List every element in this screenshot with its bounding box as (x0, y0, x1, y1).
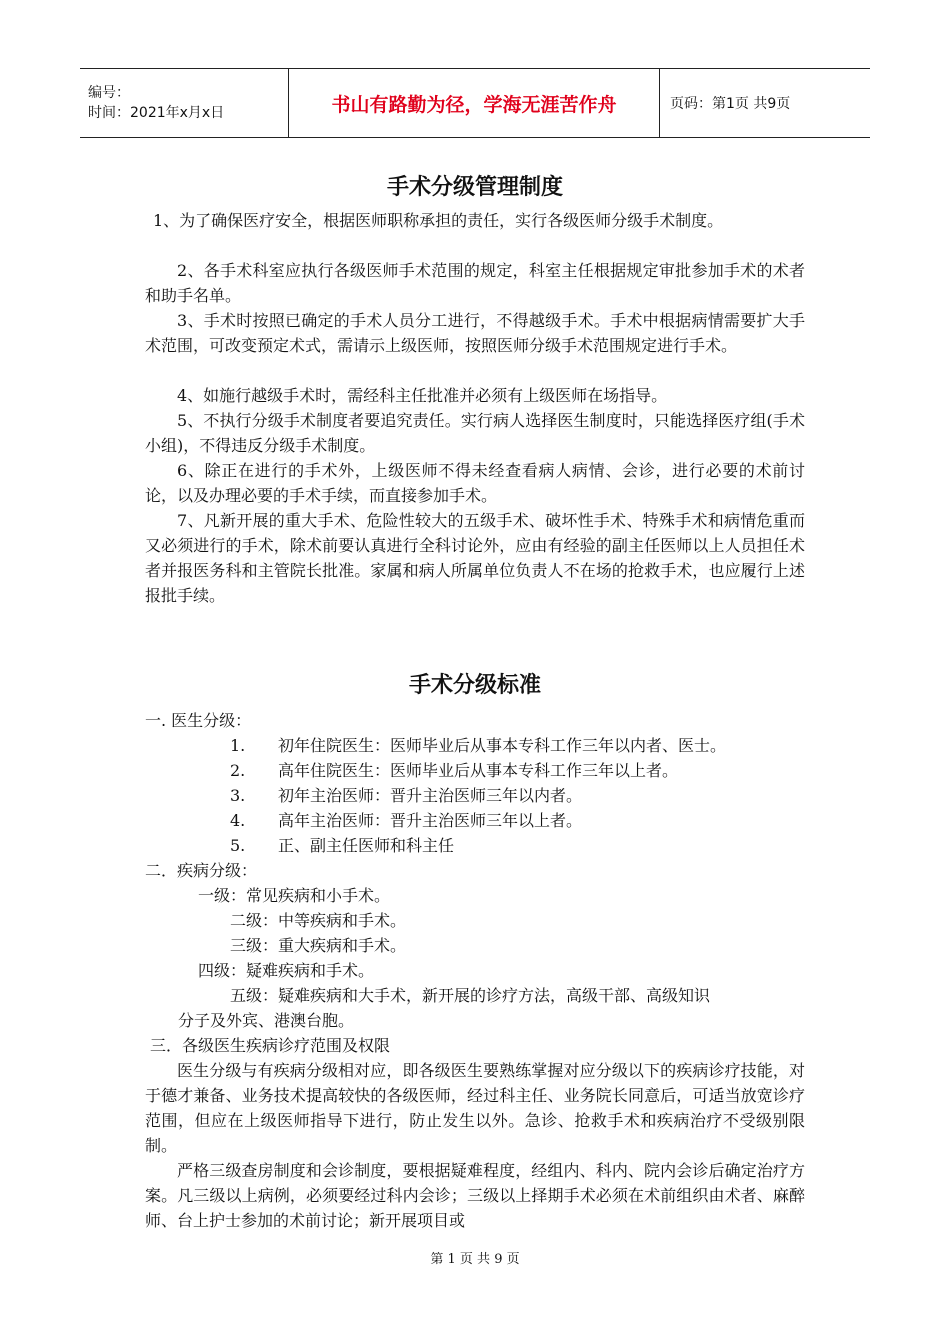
doctor-level-text: 初年主治医师：晋升主治医师三年以内者。 (278, 786, 583, 805)
document-header (80, 68, 870, 138)
disease-level-item: 一级：常见疾病和小手术。 (198, 886, 391, 905)
doctor-level-text: 高年住院医生：医师毕业后从事本专科工作三年以上者。 (278, 761, 679, 780)
s1-paragraph-6: 6、除正在进行的手术外，上级医师不得未经查看病人病情、会诊，进行必要的术前讨论，以及办理必要的手术手续，而直接参加手术。 (145, 461, 805, 505)
doctor-level-item (230, 808, 582, 833)
s1-paragraph-1: 1、为了确保医疗安全，根据医师职称承担的责任，实行各级医师分级手术制度。 (153, 211, 724, 230)
disease-level-item: 三级：重大疾病和手术。 (230, 936, 407, 955)
time-label: 时间：2021年x月x日 (88, 105, 225, 121)
doctor-level-number: 2. (230, 761, 246, 780)
page-footer: 第 1 页 共 9 页 (430, 1252, 520, 1267)
doctor-level-text: 初年住院医生：医师毕业后从事本专科工作三年以内者、医士。 (278, 736, 727, 755)
doctor-level-text: 高年主治医师：晋升主治医师三年以上者。 (278, 811, 583, 830)
s1-paragraph-5: 5、不执行分级手术制度者要追究责任。实行病人选择医生制度时，只能选择医疗组(手术小组)，不得违反分级手术制度。 (145, 411, 805, 455)
disease-level-item: 五级：疑难疾病和大手术，新开展的诊疗方法，高级干部、高级知识 (230, 986, 711, 1005)
section1-title: 手术分级管理制度 (386, 175, 563, 200)
section2-title: 手术分级标准 (408, 673, 541, 698)
doctor-level-number: 1. (230, 736, 246, 755)
s1-paragraph-3: 3、手术时按照已确定的手术人员分工进行，不得越级手术。手术中根据病情需要扩大手术范围，可改变预定术式，需请示上级医师，按照医师分级手术范围规定进行手术。 (145, 311, 805, 355)
s1-paragraph-7: 7、凡新开展的重大手术、危险性较大的五级手术、破坏性手术、特殊手术和病情危重而又必须进行的手术，除术前要认真进行全科讨论外，应由有经验的副主任医师以上人员担任术者并报医务科和主管院长批准。家属和病人所属单位负责人不在场的抢救手术，也应履行上述报批手续。 (145, 511, 805, 605)
scope-paragraph-2: 严格三级查房制度和会诊制度，要根据疑难程度，经组内、科内、院内会诊后确定治疗方案。凡三级以上病例，必须要经过科内会诊；三级以上择期手术必须在术前组织由术者、麻醉师、台上护士参加的术前讨论；新开展项目或 (145, 1161, 805, 1230)
header-info (80, 69, 289, 137)
doctor-level-number: 3. (230, 786, 246, 805)
disease-level-item: 四级：疑难疾病和手术。 (198, 961, 375, 980)
doctor-level-item (230, 783, 582, 808)
doctor-level-item (230, 758, 678, 783)
s1-paragraph-2: 2、各手术科室应执行各级医师手术范围的规定，科室主任根据规定审批参加手术的术者和助手名单。 (145, 261, 805, 305)
disease-level-item: 二级：中等疾病和手术。 (230, 911, 407, 930)
header-page-code: 页码：第1页 共9页 (670, 96, 791, 112)
s1-paragraph-4: 4、如施行越级手术时，需经科主任批准并必须有上级医师在场指导。 (177, 386, 668, 405)
doctor-level-number: 4. (230, 811, 246, 830)
doctor-level-item (230, 833, 454, 858)
header-motto: 书山有路勤为径，学海无涯苦作舟 (289, 69, 660, 137)
scope-paragraph-1: 医生分级与有疾病分级相对应，即各级医生要熟练掌握对应分级以下的疾病诊疗技能，对于德才兼备、业务技术提高较快的各级医师，经过科主任、业务院长同意后，可适当放宽诊疗范围，但应在上级医师指导下进行，防止发生以外。急诊、抢救手术和疾病治疗不受级别限制。 (145, 1061, 805, 1155)
number-label: 编号： (88, 85, 130, 101)
disease-level-heading: 二．疾病分级： (145, 861, 258, 880)
scope-heading: 三．各级医生疾病诊疗范围及权限 (150, 1036, 391, 1055)
doctor-level-text: 正、副主任医师和科主任 (278, 836, 455, 855)
doctor-level-number: 5. (230, 836, 246, 855)
doctor-level-item (230, 733, 726, 758)
doctor-level-heading: 一. 医生分级： (145, 711, 252, 730)
disease-level-item: 分子及外宾、港澳台胞。 (178, 1011, 355, 1030)
